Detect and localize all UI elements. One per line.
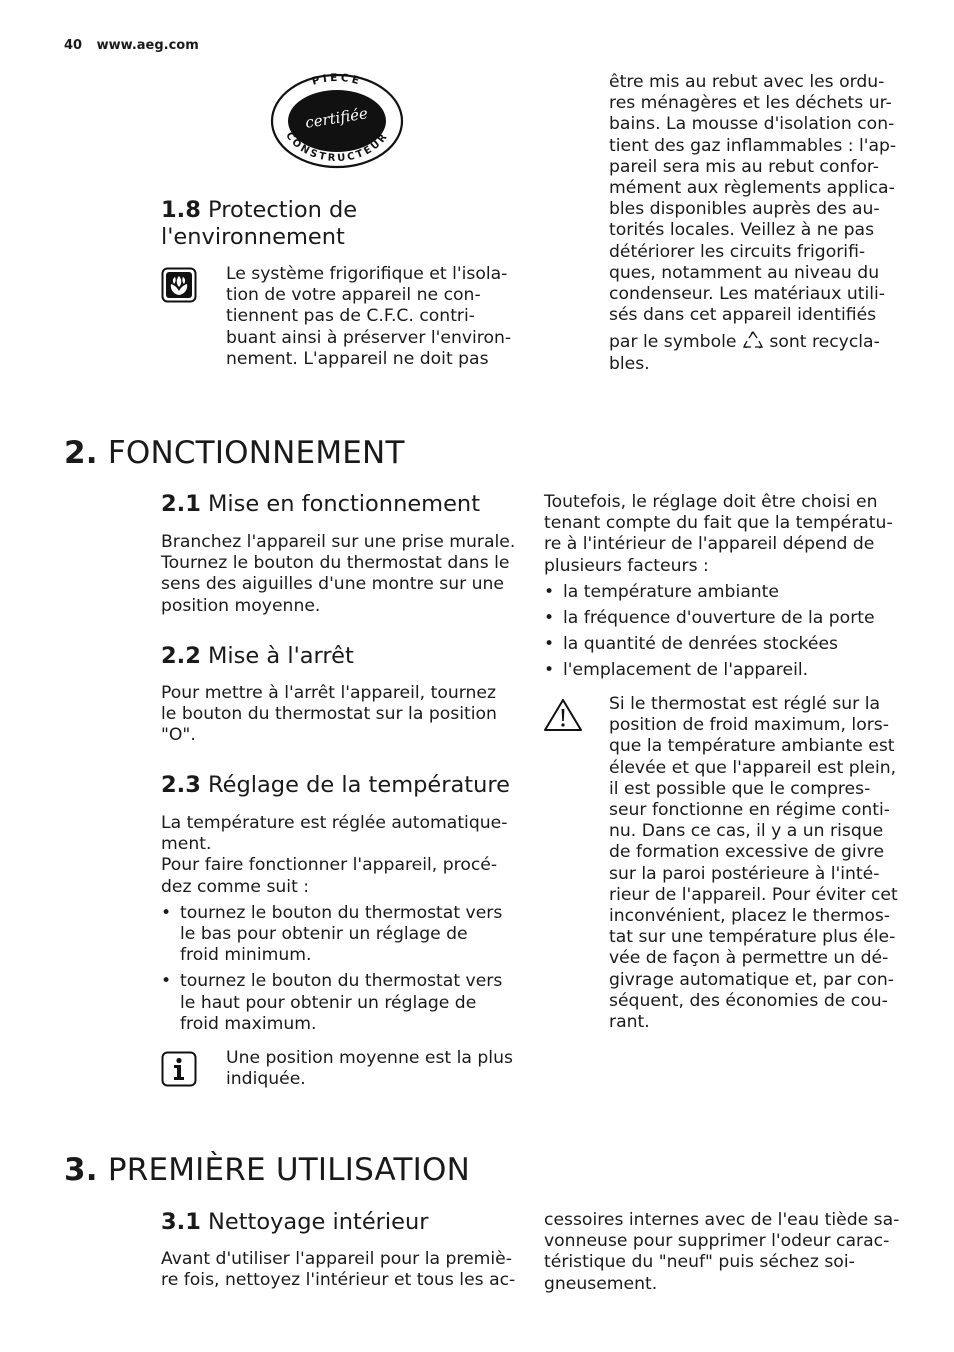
section-1-8-text-left: Le système frigorifique et l'isola- tion de votre appareil ne con- tiennent pas de C.F.C. contri- buant ainsi à préserver l'environ- nement. L'appareil ne doit pas bbox=[226, 264, 512, 369]
section-number: 2.3 bbox=[161, 772, 201, 798]
factors-list bbox=[544, 582, 893, 682]
chapter-title: PREMIÈRE UTILISATION bbox=[107, 1152, 470, 1188]
list-item: • la température ambiante bbox=[544, 582, 893, 603]
environment-icon bbox=[161, 267, 197, 303]
chapter-number: 3. bbox=[64, 1152, 98, 1188]
section-2-3-text: La température est réglée automatique- ment. Pour faire fonctionner l'appareil, procé- dez comme suit : • tournez le bouton du thermostat vers le bas pour obtenir un réglage de froid minimum. • tournez le bouton du thermostat vers le haut pour obtenir un réglage de froid maximum. bbox=[161, 813, 507, 1035]
section-title: Nettoyage intérieur bbox=[208, 1209, 429, 1235]
svg-text:PIECE bbox=[311, 73, 364, 88]
list-item: • la quantité de denrées stockées bbox=[544, 634, 893, 655]
section-number: 3.1 bbox=[161, 1209, 201, 1235]
section-3-1-right-text: cessoires internes avec de l'eau tiède sa- vonneuse pour supprimer l'odeur carac- téristique du "neuf" puis séchez soi- gneusement. bbox=[544, 1210, 900, 1294]
section-2-2-text: Pour mettre à l'arrêt l'appareil, tournez le bouton du thermostat sur la position "O". bbox=[161, 683, 497, 746]
section-1-8-text-right: être mis au rebut avec les ordu- res ménagères et les déchets ur- bains. La mousse d'isolation con- tient des gaz inflammables : l'ap- pareil sera mis au rebut confor- mément aux règlements applica- bles disponibles auprès des au- torités locales. Veillez à ne pas détériorer les circuits frigorifi- ques, notamment au niveau du condenseur. Les matériaux utili- sés dans cet appareil identifiés par le symbole sont recycla- bles. bbox=[609, 72, 897, 374]
section-2-3-heading bbox=[161, 772, 510, 799]
page-number: 40 bbox=[64, 38, 83, 53]
list-item: • tournez le bouton du thermostat vers le bas pour obtenir un réglage de froid minimum. bbox=[161, 903, 507, 967]
section-2-2-heading bbox=[161, 643, 354, 670]
chapter-3-heading bbox=[64, 1152, 470, 1188]
info-note-text: Une position moyenne est la plus indiquée. bbox=[226, 1048, 513, 1090]
section-number: 2.2 bbox=[161, 643, 201, 669]
section-title-line2: l'environnement bbox=[161, 224, 345, 250]
section-3-1-text: Avant d'utiliser l'appareil pour la premiè- re fois, nettoyez l'intérieur et tous les ac- bbox=[161, 1249, 516, 1291]
website-url: www.aeg.com bbox=[96, 38, 199, 53]
info-icon bbox=[161, 1051, 197, 1087]
section-title: Réglage de la température bbox=[208, 772, 510, 798]
section-2-1-heading bbox=[161, 491, 480, 518]
warning-text: Si le thermostat est réglé sur la position de froid maximum, lors- que la température ambiante est élevée et que l'appareil est plein, il est possible que le compres- seur fonctionne en régime conti- nu. Dans ce cas, il y a un risque de formation excessive de givre sur la paroi postérieure à l'inté- rieur de l'appareil. Pour éviter cet inconvénient, placez le thermos- tat sur une température plus éle- vée de façon à permettre un dé- givrage automatique et, par con- séquent, des économies de cou- rant. bbox=[609, 694, 898, 1033]
warning-icon bbox=[543, 697, 583, 733]
section-title: Mise en fonctionnement bbox=[208, 491, 481, 517]
chapter-2-heading bbox=[64, 435, 405, 471]
section-2-1-text: Branchez l'appareil sur une prise murale. Tournez le bouton du thermostat dans le sens des aiguilles d'une montre sur une position moyenne. bbox=[161, 532, 516, 616]
section-title: Protection de bbox=[208, 197, 358, 223]
chapter-title: FONCTIONNEMENT bbox=[107, 435, 405, 471]
list-item: • la fréquence d'ouverture de la porte bbox=[544, 608, 893, 629]
logo-bottom-text: CONSTRUCTEUR bbox=[283, 130, 391, 165]
section-2-3-right-text: Toutefois, le réglage doit être choisi en tenant compte du fait que la températu- re à l'intérieur de l'appareil dépend de plusieurs facteurs : • la température ambiante • la fréquence d'ouverture de la porte • la quantité de denrées stockées • l'emplacement de l'appareil. bbox=[544, 492, 893, 682]
section-number: 1.8 bbox=[161, 197, 201, 223]
chapter-number: 2. bbox=[64, 435, 98, 471]
piece-certifiee-logo bbox=[270, 73, 404, 169]
section-3-1-heading bbox=[161, 1209, 429, 1236]
logo-top-text: PIECE bbox=[310, 73, 364, 88]
section-2-3-bullets bbox=[161, 903, 507, 1035]
section-title: Mise à l'arrêt bbox=[208, 643, 354, 669]
recycle-symbol-line: par le symbole sont recycla- bbox=[609, 332, 880, 353]
section-1-8-heading bbox=[161, 197, 357, 251]
page-header bbox=[64, 38, 199, 53]
logo-middle-text: certifiée bbox=[303, 104, 370, 132]
recycle-icon bbox=[742, 330, 764, 350]
section-number: 2.1 bbox=[161, 491, 201, 517]
list-item: • l'emplacement de l'appareil. bbox=[544, 660, 893, 681]
list-item: • tournez le bouton du thermostat vers le haut pour obtenir un réglage de froid maximum. bbox=[161, 971, 507, 1035]
